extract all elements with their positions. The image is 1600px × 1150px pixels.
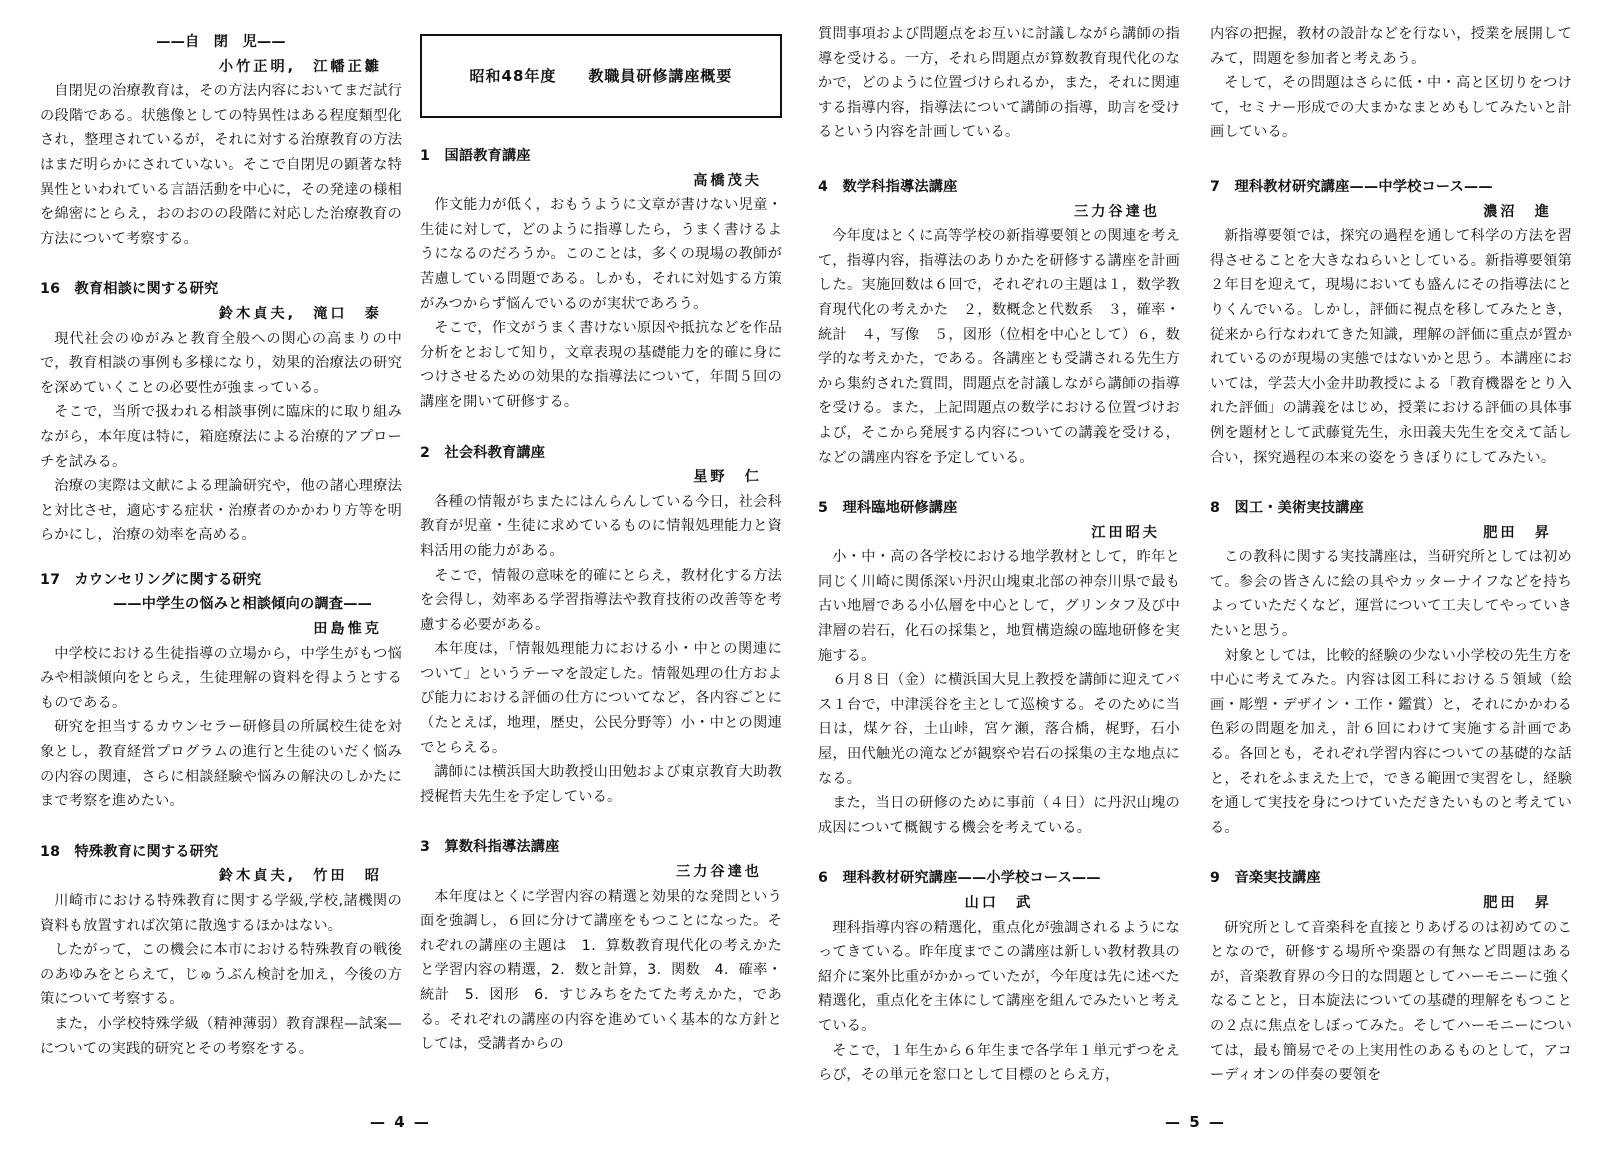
paragraph: 自閉児の治療教育は，その方法内容においてまだ試行の段階である。状態像としての特異性はある程度類型化され，整理されているが，それに対する治療教育の方法はまだ明らかにされていない。そこで自閉児の顕著な特異性といわれている言語活動を中心に，その発達の様相を綿密にとらえ，おのおのの段階に対応した治療教育の方法について考察する。 <box>40 83 402 247</box>
section-title: 18 特殊教育に関する研究 <box>40 843 219 860</box>
paragraph: そして，その問題はさらに低・中・高と区切りをつけて，セミナー形成での大まかなまとめもしてみたいと計画している。 <box>1210 75 1572 141</box>
column-1 <box>40 30 402 1061</box>
section-authors: 山口 武 <box>964 895 1034 911</box>
section-title: 8 図工・美術実技講座 <box>1210 500 1364 517</box>
paragraph: 小・中・高の各学校における地学教材として，昨年と同じく川崎に関係深い丹沢山塊東北部の神奈川県で最も古い地層である小仏層を中心として，グリンタフ及び中津層の岩石，化石の採集と，地質構造線の臨地研修を実施する。 <box>818 549 1180 664</box>
section-authors: 江田昭夫 <box>1091 524 1160 541</box>
section-title: 5 理科臨地研修講座 <box>818 500 958 517</box>
section-authors: 星野 仁 <box>693 469 762 486</box>
page-number: — 4 — <box>370 1113 431 1131</box>
section-title: 1 国語教育講座 <box>420 148 531 164</box>
paragraph: 本年度は，「情報処理能力における小・中との関連について」というテーマを設定した。情報処理の仕方および能力における評価の仕方についてなど，各内容ごとに（たとえば，地理，歴史，公民分野等）小・中との関連でとらえる。 <box>420 641 782 756</box>
column-2 <box>420 30 782 1057</box>
paragraph: 対象としては，比較的経験の少ない小学校の先生方を中心に考えてみた。内容は図工科における５領域（絵画・彫塑・デザイン・工作・鑑賞）と，それにかかわる色彩の問題を加え，計６回にわけて実施する計画である。各回とも，それぞれ学習内容についての基礎的な話と，それをふまえた上で，できる範囲で実習をし，経験を通して実技を身につけていただきたいものと考えている。 <box>1210 647 1572 836</box>
column-3 <box>818 22 1180 1088</box>
paragraph: 本年度はとくに学習内容の精選と効果的な発問という面を強調し，６回に分けて講座をもつことになった。それぞれの講座の主題は 1．算数教育現代化の考えかたと学習内容の精選，2．数と計算，3．関数 4．確率・統計 5．図形 6．すじみちをたてた考えかた，である。それぞれの講座の内容を進めていく基本的な方針としては，受講者からの <box>420 888 782 1053</box>
section-authors: 鈴木貞夫, 竹田 昭 <box>218 868 382 885</box>
paragraph: 研究所として音楽科を直接とりあげるのは初めてのことなので，研修する場所や楽器の有無など問題はあるが，音楽教育界の今日的な問題としてハーモニーに強くなることと，日本旋法についての基礎的理解をもつことの２点に焦点をしぼってみた。そしてハーモニーについては，最も簡易でその上実用性のあるものとして，アコーディオンの伴奏の要領を <box>1210 919 1572 1084</box>
paragraph: 内容の把握，教材の設計などを行ない，授業を展開してみて，問題を参加者と考えあう。 <box>1210 26 1572 67</box>
paragraph: 作文能力が低く，おもうように文章が書けない児童・生徒に対して，どのように指導したら，うまく書けるようになるのだろうか。このことは，多くの現場の教師が苦慮している問題である。しかも，それに対処する方策がみつからず悩んでいるのが実状であろう。 <box>420 197 782 312</box>
section-title: 6 理科教材研究講座——小学校コース—— <box>818 870 1101 887</box>
paragraph: ６月８日（金）に横浜国大見上教授を講師に迎えてバス１台で，中津渓谷を主として巡検する。そのために当日は，煤ケ谷，土山峠，宮ケ瀬，落合橋，梶野，石小屋，田代触光の滝などが観察や岩石の採集の主な地点になる。 <box>818 672 1180 787</box>
paragraph: 理科指導内容の精選化，重点化が強調されるようになってきている。昨年度までこの講座は新しい教材教具の紹介に案外比重がかかっていたが，今年度は先に述べた精選化，重点化を主体にして講座を組んでみたいと考えている。 <box>818 919 1180 1034</box>
boxed-title: 昭和48年度 教職員研修講座概要 <box>420 34 782 118</box>
paragraph: 新指導要領では，探究の過程を通して科学の方法を習得させることを大きなねらいとしている。新指導要領第２年目を迎えて，現場においても盛んにその指導法にとりくんでいる。しかし，評価に視点を移してみたとき，従来から行なわれてきた知識，理解の評価に重点が置かれているのが現場の実態ではないかと思う。本講座においては，学芸大小金井助教授による「教育機器をとり入れた評価」の講義をはじめ，授業における評価の具体事例を題材として武藤覚先生，永田義夫先生を交えて話し合い，探究過程の本来の姿をうきぼりにしてみたい。 <box>1210 228 1572 466</box>
column-4 <box>1210 22 1572 1088</box>
section-title: 9 音楽実技講座 <box>1210 870 1321 887</box>
paragraph: そこで，作文がうまく書けない原因や抵抗などを作品分析をとおして知り，文章表現の基礎能力を的確に身につけさせるための効果的な指導法について，年間５回の講座を開いて研修する。 <box>420 320 782 410</box>
paragraph: 川崎市における特殊教育に関する学級,学校,諸機関の資料も放置すれば次第に散逸するほかはない。 <box>40 893 402 934</box>
paragraph: そこで，１年生から６年生まで各学年１単元ずつをえらび，その単元を窓口として目標のとらえ方， <box>818 1042 1180 1084</box>
section-title: 16 教育相談に関する研究 <box>40 281 219 298</box>
section-title: 17 カウンセリングに関する研究 <box>40 571 262 588</box>
section-authors: 肥田 昇 <box>1483 524 1552 541</box>
section-authors: 高橋茂夫 <box>693 172 762 189</box>
paragraph: 中学校における生徒指導の立場から，中学生がもつ悩みや相談傾向をとらえ，生徒理解の資料を得ようとするものである。 <box>40 645 402 711</box>
section-authors: 三力谷達也 <box>676 864 762 881</box>
paragraph: 今年度はとくに高等学校の新指導要領との関連を考えて，指導内容，指導法のありかたを研修する講座を計画した。実施回数は６回で，それぞれの主題は１，数学教育現代化の考えかた ２，数概念と代数系 ３，確率・統計 ４，写像 ５，図形（位相を中心として）６，数学的な考えかた，である。各講座とも受講される先生方から集約された質問，問題点を討議しながら講師の指導を受ける。また，上記問題点の数学における位置づけおよび，そこから発展する内容についての講義を受ける，などの講座内容を予定している。 <box>818 228 1180 466</box>
paragraph: この教科に関する実技講座は，当研究所としては初めて。参会の皆さんに絵の具やカッターナイフなどを持ちよっていただくなど，運営について工夫してやっていきたいと思う。 <box>1210 549 1572 640</box>
section-authors: 小竹正明, 江幡正雛 <box>218 58 382 75</box>
paragraph: そこで，情報の意味を的確にとらえ，教材化する方法を会得し，効率ある学習指導法や教育技術の改善等を考慮する必要がある。 <box>420 567 782 633</box>
section-title: 7 理科教材研究講座——中学校コース—— <box>1210 178 1493 195</box>
paragraph: そこで，当所で扱われる相談事例に臨床的に取り組みながら，本年度は特に，箱庭療法による治療的アプローチを試みる。 <box>40 404 402 470</box>
paragraph: 現代社会のゆがみと教育全般への関心の高まりの中で，教育相談の事例も多様になり，効果的治療法の研究を深めていくことの必要性が強まっている。 <box>40 330 402 396</box>
section-subtitle: ——中学生の悩みと相談傾向の調査—— <box>113 596 372 613</box>
paragraph: 治療の実際は文献による理論研究や，他の諸心理療法と対比させ，適応する症状・治療者のかかわり方等を明らかにし，治療の効率を高める。 <box>40 478 402 544</box>
paragraph: 研究を担当するカウンセラー研修員の所属校生徒を対象とし，教育経営プログラムの進行と生徒のいだく悩みの内容の関連，さらに相談経験や悩みの解決のしかたにまで考察を進めたい。 <box>40 719 402 810</box>
page-number: — 5 — <box>1165 1113 1226 1131</box>
section-authors: 鈴木貞夫, 滝口 泰 <box>218 305 382 322</box>
section-title: 3 算数科指導法講座 <box>420 839 560 856</box>
section-title: 4 数学科指導法講座 <box>818 178 958 195</box>
paragraph: また，当日の研修のために事前（４日）に丹沢山塊の成因について概観する機会を考えている。 <box>818 795 1180 836</box>
section-subtitle: ——自 閉 児—— <box>156 34 286 50</box>
paragraph: 質問事項および問題点をお互いに討議しながら講師の指導を受ける。一方，それら問題点が算数教育現代化のなかで，どのように位置づけられるか，また，それに関連する指導内容，指導法について講師の指導，助言を受けるという内容を計画している。 <box>818 26 1180 141</box>
section-title: 2 社会科教育講座 <box>420 444 546 461</box>
section-authors: 肥田 昇 <box>1483 895 1552 911</box>
paragraph: また，小学校特殊学級（精神薄弱）教育課程—試案—についての実践的研究とその考察をする。 <box>40 1015 402 1057</box>
paragraph: 各種の情報がちまたにはんらんしている今日，社会科教育が児童・生徒に求めているものに情報処理能力と資料活用の能力がある。 <box>420 493 782 559</box>
paragraph: 講師には横浜国大助教授山田勉および東京教育大助教授梶哲夫先生を予定している。 <box>420 764 782 805</box>
section-authors: 田島惟克 <box>313 621 382 638</box>
section-authors: 濃沼 進 <box>1483 203 1552 220</box>
section-authors: 三力谷達也 <box>1074 203 1160 220</box>
paragraph: したがって，この機会に本市における特殊教育の戦後のあゆみをとらえて，じゅうぶん検討を加え，今後の方策について考察する。 <box>40 942 402 1008</box>
